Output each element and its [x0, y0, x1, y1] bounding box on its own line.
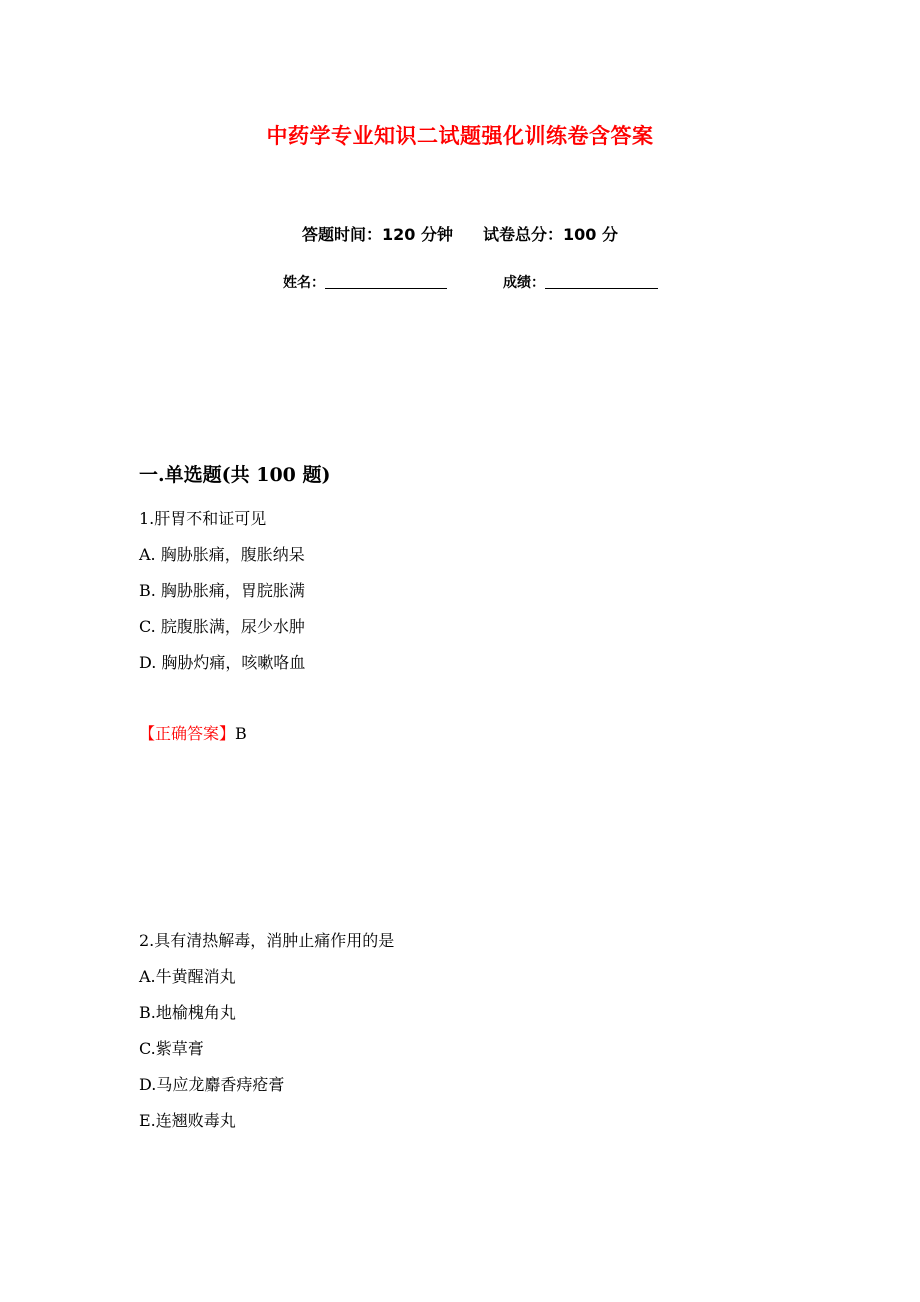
exam-meta [0, 222, 920, 245]
answer-line [139, 721, 247, 744]
exam-time: 答题时间：120 分钟 [302, 225, 453, 244]
grade-blank-line [545, 274, 658, 289]
name-field [283, 272, 447, 292]
document-title: 中药学专业知识二试题强化训练卷含答案 [266, 124, 654, 148]
answer-tag: 【正确答案】 [139, 724, 236, 743]
option-c: C. 脘腹胀满，尿少水肿 [139, 617, 305, 636]
option-e: E.连翘败毒丸 [139, 1111, 236, 1130]
name-label: 姓名： [283, 275, 325, 291]
option-b: B. 胸胁胀痛，胃脘胀满 [139, 581, 305, 600]
answer-value: B [235, 724, 247, 743]
option-a: A. 胸胁胀痛，腹胀纳呆 [139, 545, 305, 564]
option-a: A.牛黄醒消丸 [139, 967, 236, 986]
question-stem: 2.具有清热解毒，消肿止痛作用的是 [139, 931, 395, 950]
option-b: B.地榆槐角丸 [139, 1003, 236, 1022]
option-d: D.马应龙麝香痔疮膏 [139, 1075, 285, 1094]
name-blank-line [325, 274, 447, 289]
option-d: D. 胸胁灼痛，咳嗽咯血 [139, 653, 306, 672]
grade-label: 成绩： [503, 275, 545, 291]
section-heading: 一.单选题(共 100 题) [139, 464, 331, 486]
exam-total-score: 试卷总分：100 分 [483, 225, 618, 244]
question-stem: 1.肝胃不和证可见 [139, 509, 267, 528]
option-c: C.紫草膏 [139, 1039, 204, 1058]
grade-field [503, 272, 658, 292]
